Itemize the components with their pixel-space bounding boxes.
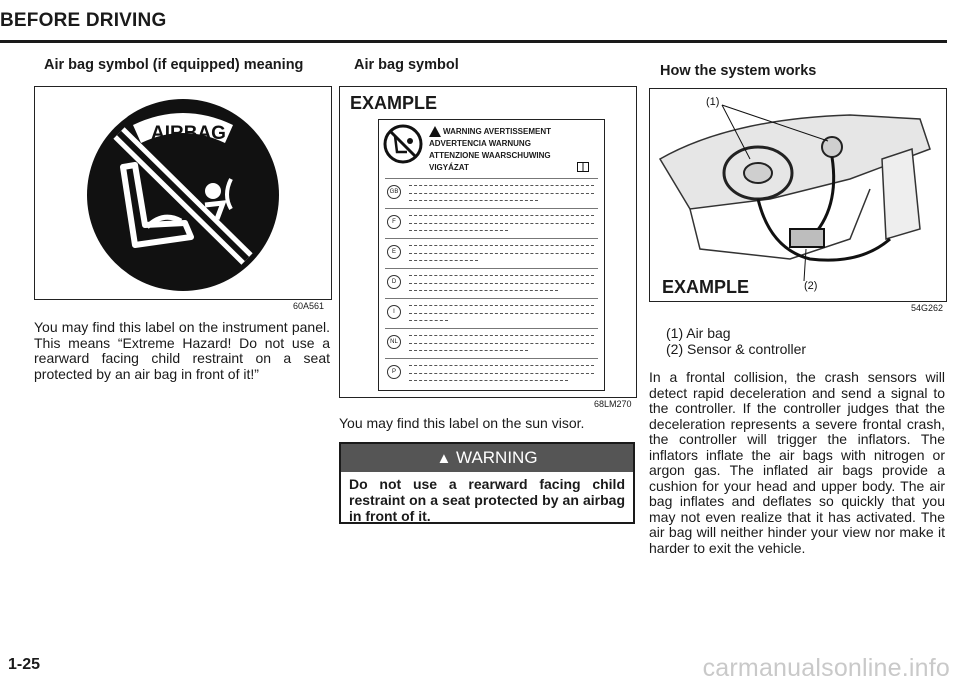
no-child-seat-icon: [383, 124, 423, 164]
example-label: EXAMPLE: [350, 93, 438, 113]
header-rule: [0, 40, 947, 43]
warning-triangle-icon: [429, 126, 441, 137]
sun-visor-label-figure: [339, 86, 637, 398]
warning-title: WARNING: [456, 448, 538, 467]
card-header-line-4: VIGYÁZAT: [429, 163, 469, 172]
col3-paragraph: In a frontal collision, the crash sensors will detect rapid deceleration and send a signal to the controller. If the controller judges that the deceleration represents a severe frontal crash, the controller will trigger the inflators. The inflators inflate the air bags with nitrogen or argon gas. The inflated air bags provide a cushion for your head and upper body. The air bag inflates and deflates so quickly that you may not even realize that it has activated. The air bag will neither hinder your view nor make it harder to exit the vehicle.: [649, 369, 945, 556]
legend-item-1: (1) Air bag: [666, 325, 731, 341]
card-header-line-3: ATTENZIONE WAARSCHUWING: [429, 151, 551, 160]
col1-paragraph: You may find this label on the instrument panel. This means “Extreme Hazard! Do not use a rearward facing child restraint on a seat protected by an air bag in front of it!”: [34, 319, 330, 382]
language-row-nl: [385, 328, 598, 355]
vehicle-interior-illustration: [650, 89, 946, 301]
language-row-i: [385, 298, 598, 325]
figure-code: 54G262: [911, 303, 944, 313]
language-code: E: [387, 245, 401, 259]
language-code: GB: [387, 185, 401, 199]
airbag-badge-text: AIRBAG: [151, 123, 226, 144]
col1-heading: Air bag symbol (if equipped) meaning: [44, 57, 304, 73]
warning-text: Do not use a rearward facing child restraint on a seat protected by an airbag in front of it.: [349, 476, 625, 524]
col3-heading: How the system works: [660, 63, 817, 79]
callout-1: (1): [706, 96, 720, 108]
language-row-p: [385, 358, 598, 385]
col2-heading: Air bag symbol: [354, 57, 459, 73]
language-code: P: [387, 365, 401, 379]
language-code: I: [387, 305, 401, 319]
section-title: BEFORE DRIVING: [0, 10, 167, 31]
airbag-symbol-figure: [34, 86, 332, 300]
legend-item-2: (2) Sensor & controller: [666, 341, 807, 357]
manual-book-icon: [577, 162, 589, 172]
language-row-gb: [385, 178, 598, 205]
figure-code: 68LM270: [594, 399, 632, 409]
page-number: 1-25: [8, 656, 41, 673]
example-label: EXAMPLE: [662, 277, 750, 297]
warning-box: [339, 442, 635, 524]
card-header-line-2: ADVERTENCIA WARNUNG: [429, 139, 531, 148]
language-code: NL: [387, 335, 401, 349]
warning-label-card: [378, 119, 605, 391]
language-code: D: [387, 275, 401, 289]
no-rear-child-seat-icon: [35, 87, 331, 299]
language-row-d: [385, 268, 598, 295]
warning-triangle-icon: ▲: [436, 450, 452, 467]
warning-header: [341, 444, 633, 472]
figure-code: 60A561: [293, 301, 325, 311]
airbag-system-figure: [649, 88, 947, 302]
col2-caption: You may find this label on the sun visor.: [339, 415, 585, 431]
language-code: F: [387, 215, 401, 229]
language-row-e: [385, 238, 598, 265]
language-row-f: [385, 208, 598, 235]
watermark: carmanualsonline.info: [702, 654, 950, 682]
callout-2: (2): [804, 280, 818, 292]
card-header-line-1: WARNING AVERTISSEMENT: [443, 127, 552, 136]
